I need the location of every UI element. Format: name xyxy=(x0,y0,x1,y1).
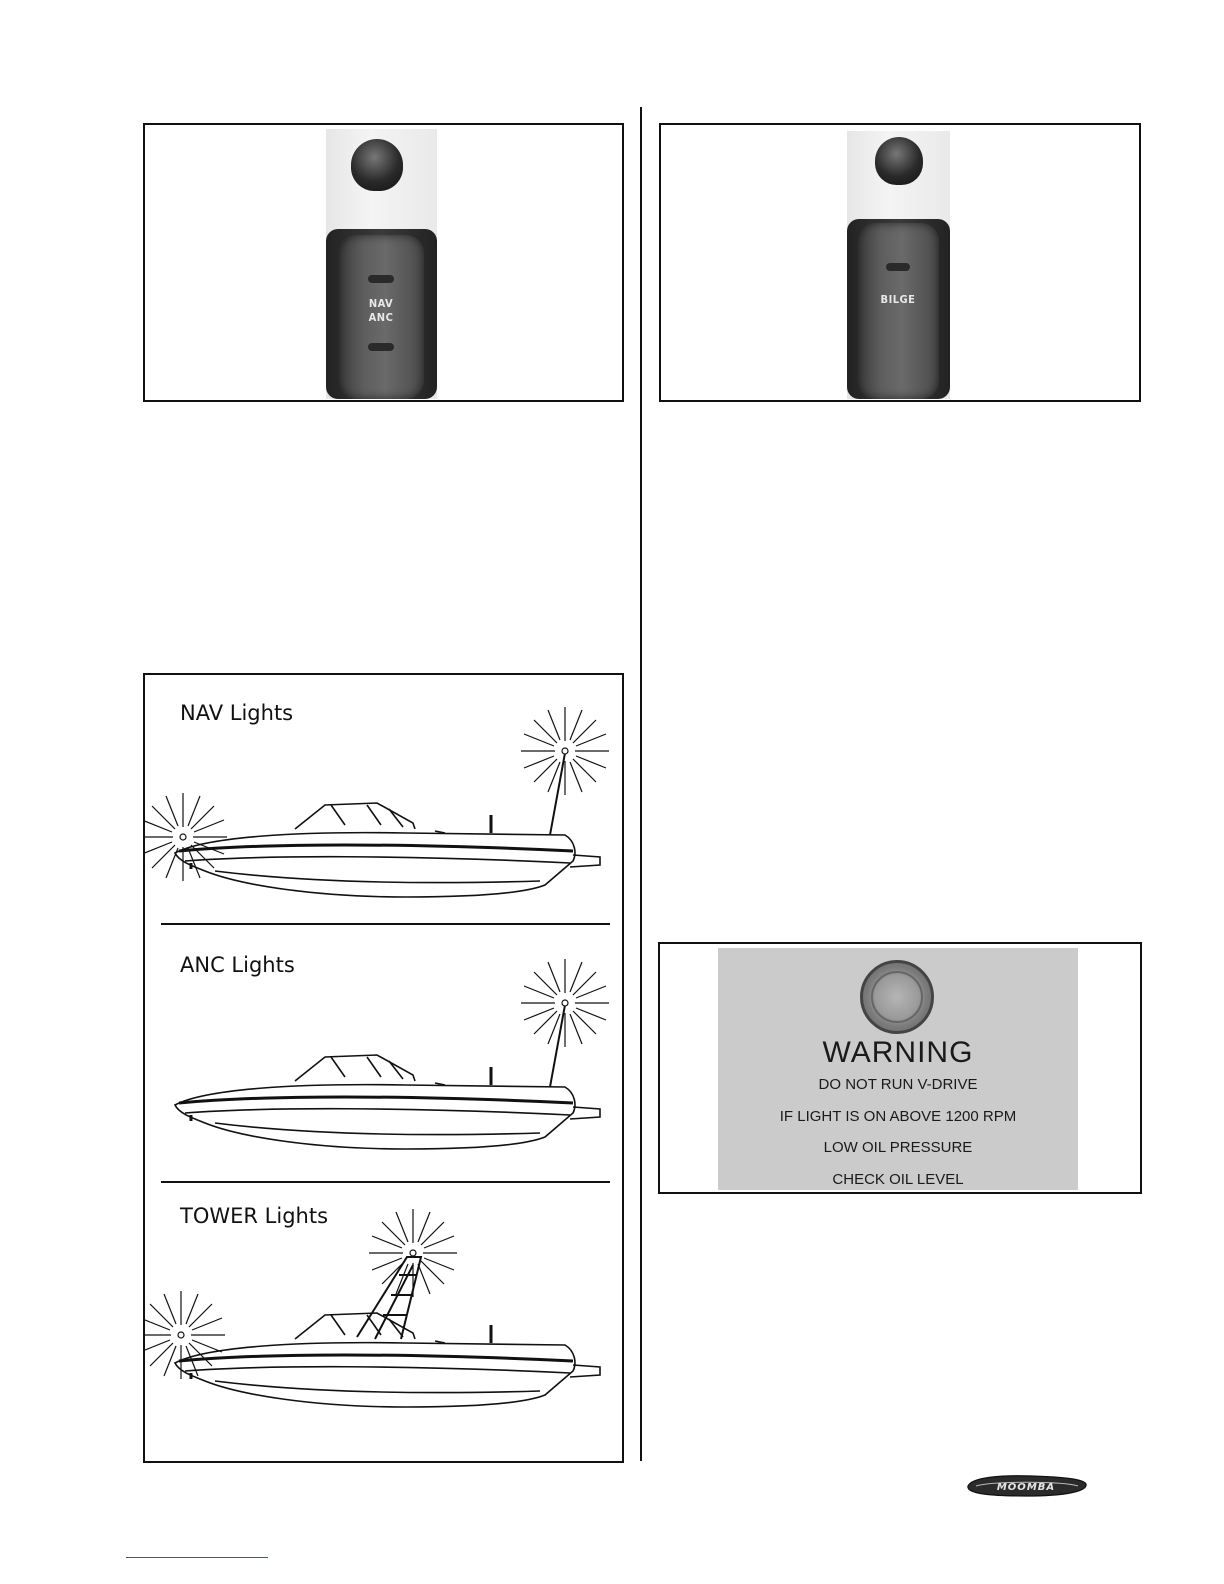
svg-text:MOOMBA: MOOMBA xyxy=(996,1482,1056,1493)
rocker-slot-top xyxy=(368,275,394,283)
anc-lights-label: ANC Lights xyxy=(180,953,295,977)
rocker-slot-bottom xyxy=(368,343,394,351)
column-divider xyxy=(640,107,642,1461)
footer-link-underline xyxy=(126,1557,268,1558)
warning-lamp-lens xyxy=(871,971,923,1023)
warning-line-1: DO NOT RUN V-DRIVE xyxy=(818,1076,978,1093)
warning-figure xyxy=(658,942,1142,1194)
moomba-logo-icon xyxy=(962,1474,1090,1498)
nav-boat-drawing xyxy=(145,707,609,897)
warning-line-3: LOW OIL PRESSURE xyxy=(823,1139,973,1156)
indicator-light-icon xyxy=(875,137,923,185)
rocker-slot-top xyxy=(886,263,910,271)
nav-anc-rocker-switch[interactable] xyxy=(338,235,424,399)
warning-title: WARNING xyxy=(822,1036,974,1069)
bilge-switch-figure xyxy=(659,123,1141,402)
lights-figure xyxy=(143,673,624,1463)
bilge-switch-photo xyxy=(847,131,950,399)
warning-line-2: IF LIGHT IS ON ABOVE 1200 RPM xyxy=(779,1108,1017,1125)
warning-lamp-icon xyxy=(860,960,934,1034)
bilge-rocker-switch[interactable] xyxy=(857,223,939,399)
warning-label-plate xyxy=(718,948,1078,1190)
nav-anc-label: NAV ANC xyxy=(368,297,394,324)
nav-anc-switch-photo xyxy=(326,129,437,399)
nav-anc-switch-figure xyxy=(143,123,624,402)
warning-line-4: CHECK OIL LEVEL xyxy=(832,1171,964,1188)
bilge-label: BILGE xyxy=(880,293,916,306)
nav-lights-label: NAV Lights xyxy=(180,701,294,725)
anc-boat-drawing xyxy=(175,959,609,1149)
tower-boat-drawing xyxy=(145,1209,600,1407)
boat-lights-illustration xyxy=(145,675,622,1461)
indicator-light-icon xyxy=(351,139,403,191)
tower-lights-label: TOWER Lights xyxy=(180,1204,329,1228)
